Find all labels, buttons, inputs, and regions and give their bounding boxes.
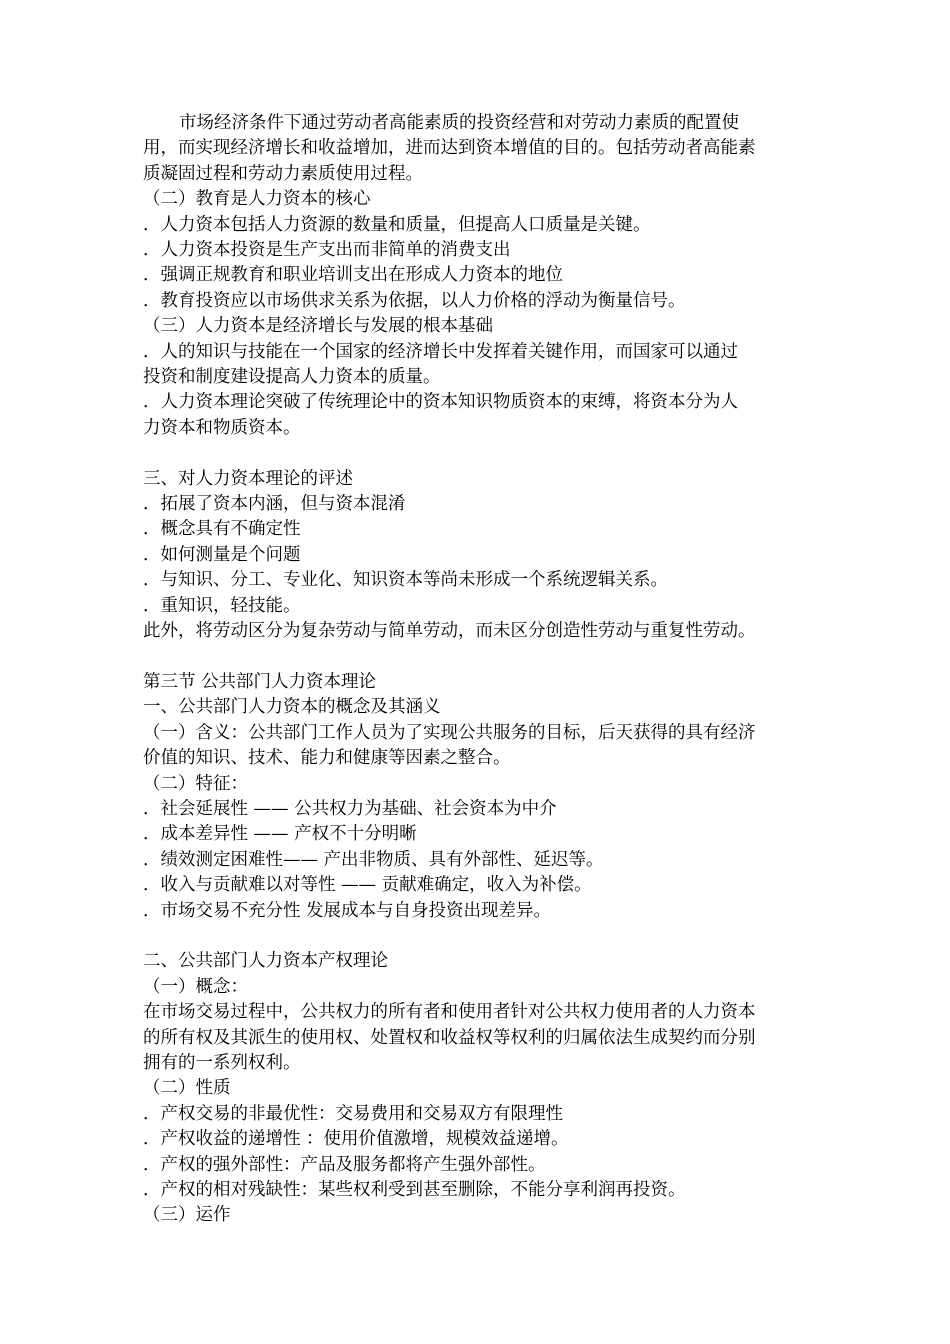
section-title: 二、公共部门人力资本产权理论 [143, 951, 388, 972]
list-item: ．教育投资应以市场供求关系为依据，以人力价格的浮动为衡量信号。 [143, 290, 686, 311]
paragraph-line: 质凝固过程和劳动力素质使用过程。 [143, 163, 423, 184]
list-item: ．产权的相对残缺性：某些权利受到甚至删除，不能分享利润再投资。 [143, 1180, 686, 1201]
subsection-title: （二）性质 [143, 1078, 231, 1099]
paragraph-line: 在市场交易过程中，公共权力的所有者和使用者针对公共权力使用者的人力资本 [143, 1002, 756, 1023]
list-item: ．人力资本包括人力资源的数量和质量，但提高人口质量是关键。 [143, 214, 651, 235]
list-item: ．产权交易的非最优性：交易费用和交易双方有限理性 [143, 1103, 563, 1124]
list-item: ．拓展了资本内涵，但与资本混淆 [143, 494, 406, 515]
list-item: ．人力资本理论突破了传统理论中的资本知识物质资本的束缚，将资本分为人 [143, 392, 738, 413]
subsection-title: （三）人力资本是经济增长与发展的根本基础 [143, 316, 493, 337]
blank-line [143, 924, 813, 949]
list-item: ．收入与贡献难以对等性 —— 贡献难确定，收入为补偿。 [143, 875, 592, 896]
list-item-continuation: 投资和制度建设提高人力资本的质量。 [143, 367, 441, 388]
chapter-heading: 第三节 公共部门人力资本理论 [143, 671, 377, 692]
paragraph-line: （一）含义：公共部门工作人员为了实现公共服务的目标，后天获得的具有经济 [143, 722, 756, 743]
paragraph-line: 的所有权及其派生的使用权、处置权和收益权等权利的归属依法生成契约而分别 [143, 1027, 756, 1048]
list-item: ．产权收益的递增性 ：使用价值激增，规模效益递增。 [143, 1129, 569, 1150]
section-title: 三、对人力资本理论的评述 [143, 468, 353, 489]
list-item: ．产权的强外部性：产品及服务都将产生强外部性。 [143, 1154, 546, 1175]
list-item: ．重知识，轻技能。 [143, 595, 301, 616]
list-item: ．人的知识与技能在一个国家的经济增长中发挥着关键作用，而国家可以通过 [143, 341, 738, 362]
subsection-title: （二）教育是人力资本的核心 [143, 189, 371, 210]
list-item: ．绩效测定困难性—— 产出非物质、具有外部性、延迟等。 [143, 849, 604, 870]
paragraph-line: 拥有的一系列权利。 [143, 1052, 301, 1073]
list-item: ．市场交易不充分性 发展成本与自身投资出现差异。 [143, 900, 552, 921]
list-item: ．与知识、分工、专业化、知识资本等尚未形成一个系统逻辑关系。 [143, 570, 668, 591]
paragraph-line: 市场经济条件下通过劳动者高能素质的投资经营和对劳动力素质的配置使 [179, 113, 739, 133]
list-item: ．强调正规教育和职业培训支出在形成人力资本的地位 [143, 265, 563, 286]
subsection-title: （一）概念： [143, 976, 248, 997]
list-item: ．社会延展性 —— 公共权力为基础、社会资本为中介 [143, 798, 557, 819]
list-item: ．概念具有不确定性 [143, 519, 301, 540]
blank-line [143, 441, 813, 466]
list-item: ．成本差异性 —— 产权不十分明晰 [143, 824, 417, 845]
list-item-continuation: 力资本和物质资本。 [143, 417, 301, 438]
paragraph-line: 此外，将劳动区分为复杂劳动与简单劳动，而未区分创造性劳动与重复性劳动。 [143, 621, 756, 642]
list-item: ．如何测量是个问题 [143, 544, 301, 565]
list-item: ．人力资本投资是生产支出而非简单的消费支出 [143, 240, 511, 261]
subsection-title: （二）特征： [143, 773, 248, 794]
blank-line [143, 645, 813, 670]
document-page [143, 111, 813, 1229]
subsection-title: （三）运作 [143, 1205, 231, 1226]
paragraph-line: 用，而实现经济增长和收益增加，进而达到资本增值的目的。包括劳动者高能素 [143, 138, 756, 159]
paragraph-line: 价值的知识、技术、能力和健康等因素之整合。 [143, 748, 511, 769]
section-title: 一、公共部门人力资本的概念及其涵义 [143, 697, 441, 718]
